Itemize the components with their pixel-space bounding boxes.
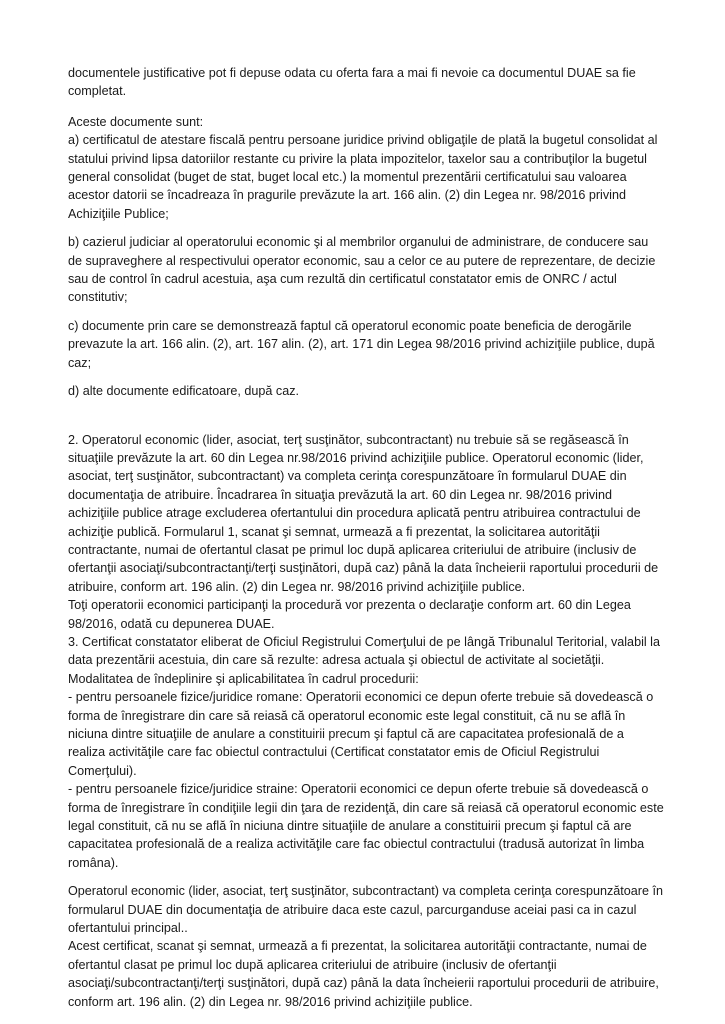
- modalitate-heading: Modalitatea de îndeplinire şi aplicabilitatea în cadrul procedurii:: [68, 671, 419, 686]
- document-item-b: b) cazierul judiciar al operatorului economic şi al membrilor organului de administrare, de conducere sau de supraveghere al respectivului operator economic, sau a celor ce au putere de reprezentare, de decizie sau de control în cadrul acestuia, aşa cum rezultă din certificatul constatator emis de ONRC / actul constitutiv;: [68, 235, 656, 305]
- document-page: [68, 64, 664, 1011]
- duae-completion-paragraph: Operatorul economic (lider, asociat, terţ susţinător, subcontractant) va completa cerinţa corespunzătoare în formularul DUAE din documentaţia de atribuire daca este cazul, parcurganduse aceiai pasi ca in cazul ofertantului principal..: [68, 884, 664, 936]
- document-item-a: a) certificatul de atestare fiscală pentru persoane juridice privind obligaţile de plată la bugetul consolidat al statului privind lipsa datoriilor restante cu privire la plata impozitelor, taxelor sau a contribuţilor la bugetul general consolidat (buget de stat, buget local etc.) la momentul prezentării certificatului sau valoarea acestor datorii se încadreaza în pragurile prevăzute la art. 166 alin. (2) din Legea nr. 98/2016 privind Achiziţiile Publice;: [68, 133, 658, 221]
- section-3-paragraph: 3. Certificat constatator eliberat de Oficiul Registrului Comerţului de pe lângă Tribunalul Teritorial, valabil la data prezentării acestuia, din care să rezulte: adresa actuala şi obiectul de activitate al societăţii.: [68, 634, 660, 668]
- document-item-c: c) documente prin care se demonstrează faptul că operatorul economic poate beneficia de derogările prevazute la art. 166 alin. (2), art. 167 alin. (2), art. 171 din Legea 98/2016 privind achiziţiile publice, după caz;: [68, 318, 655, 370]
- section-2-paragraph: 2. Operatorul economic (lider, asociat, terţ susţinător, subcontractant) nu trebuie să se regăsească în situaţiile prevăzute la art. 60 din Legea nr.98/2016 privind achiziţiile publice. Operatorul economic (lider, asociat, terţ susţinător, subcontractant) va completa cerinţa corespunzătoare în formularul DUAE din documentaţia de atribuire. Încadrarea în situaţia prevăzută la art. 60 din Legea nr. 98/2016 privind achiziţiile publice atrage excluderea ofertantului din procedura aplicată pentru atribuirea contractului de achiziţie publică. Formularul 1, scanat şi semnat, urmează a fi prezentat, la solicitarea autorităţii contractante, numai de ofertantul clasat pe primul loc după aplicarea criteriului de atribuire (inclusiv de ofertanţii asociaţi/subcontractanţi/terţi susţinători, după caz) până la data încheierii raportului procedurii de atribuire, conform art. 196 alin. (2) din Legea nr. 98/2016 privind achiziţiile publice.: [68, 432, 659, 594]
- section-2-declaration: Toţi operatorii economici participanţi la procedură vor prezenta o declaraţie conform art. 60 din Legea 98/2016, odată cu depunerea DUAE.: [68, 598, 631, 631]
- foreign-entities-paragraph: - pentru persoanele fizice/juridice straine: Operatorii economici ce depun oferte trebuie să dovedească o forma de înregistrare în condiţiile legii din ţara de rezidenţă, din care să reiasă că operatorul economic este legal constituit, că nu se află în niciuna dintre situaţiile de anulare a constituirii precum şi faptul că are capacitatea profesională de a realiza activităţile care fac obiectul contractului (tradusă autorizat în limba româna).: [68, 782, 664, 870]
- romanian-entities-paragraph: - pentru persoanele fizice/juridice romane: Operatorii economici ce depun oferte trebuie să dovedească o forma de înregistrare din care să reiasă că operatorul economic este legal constituit, că nu se află în niciuna dintre situaţiile de anulare a constituirii precum şi faptul că are capacitatea profesională de a realiza activităţile care fac obiectul contractului (Certificat constatator emis de Oficiul Registrului Comerţului).: [68, 690, 654, 778]
- documents-heading: Aceste documente sunt:: [68, 114, 204, 129]
- intro-paragraph: documentele justificative pot fi depuse odata cu oferta fara a mai fi nevoie ca documentul DUAE sa fie completat.: [68, 66, 636, 99]
- certificate-presentation-paragraph: Acest certificat, scanat şi semnat, urmează a fi prezentat, la solicitarea autorităţii contractante, numai de ofertantul clasat pe primul loc după aplicarea criteriului de atribuire (inclusiv de ofertanţii asociaţi/subcontractanţi/terţi susţinători, după caz) până la data încheierii raportului procedurii de atribuire, conform art. 196 alin. (2) din Legea nr. 98/2016 privind achiziţiile publice.: [68, 939, 659, 1009]
- document-item-d: d) alte documente edificatoare, după caz.: [68, 384, 300, 399]
